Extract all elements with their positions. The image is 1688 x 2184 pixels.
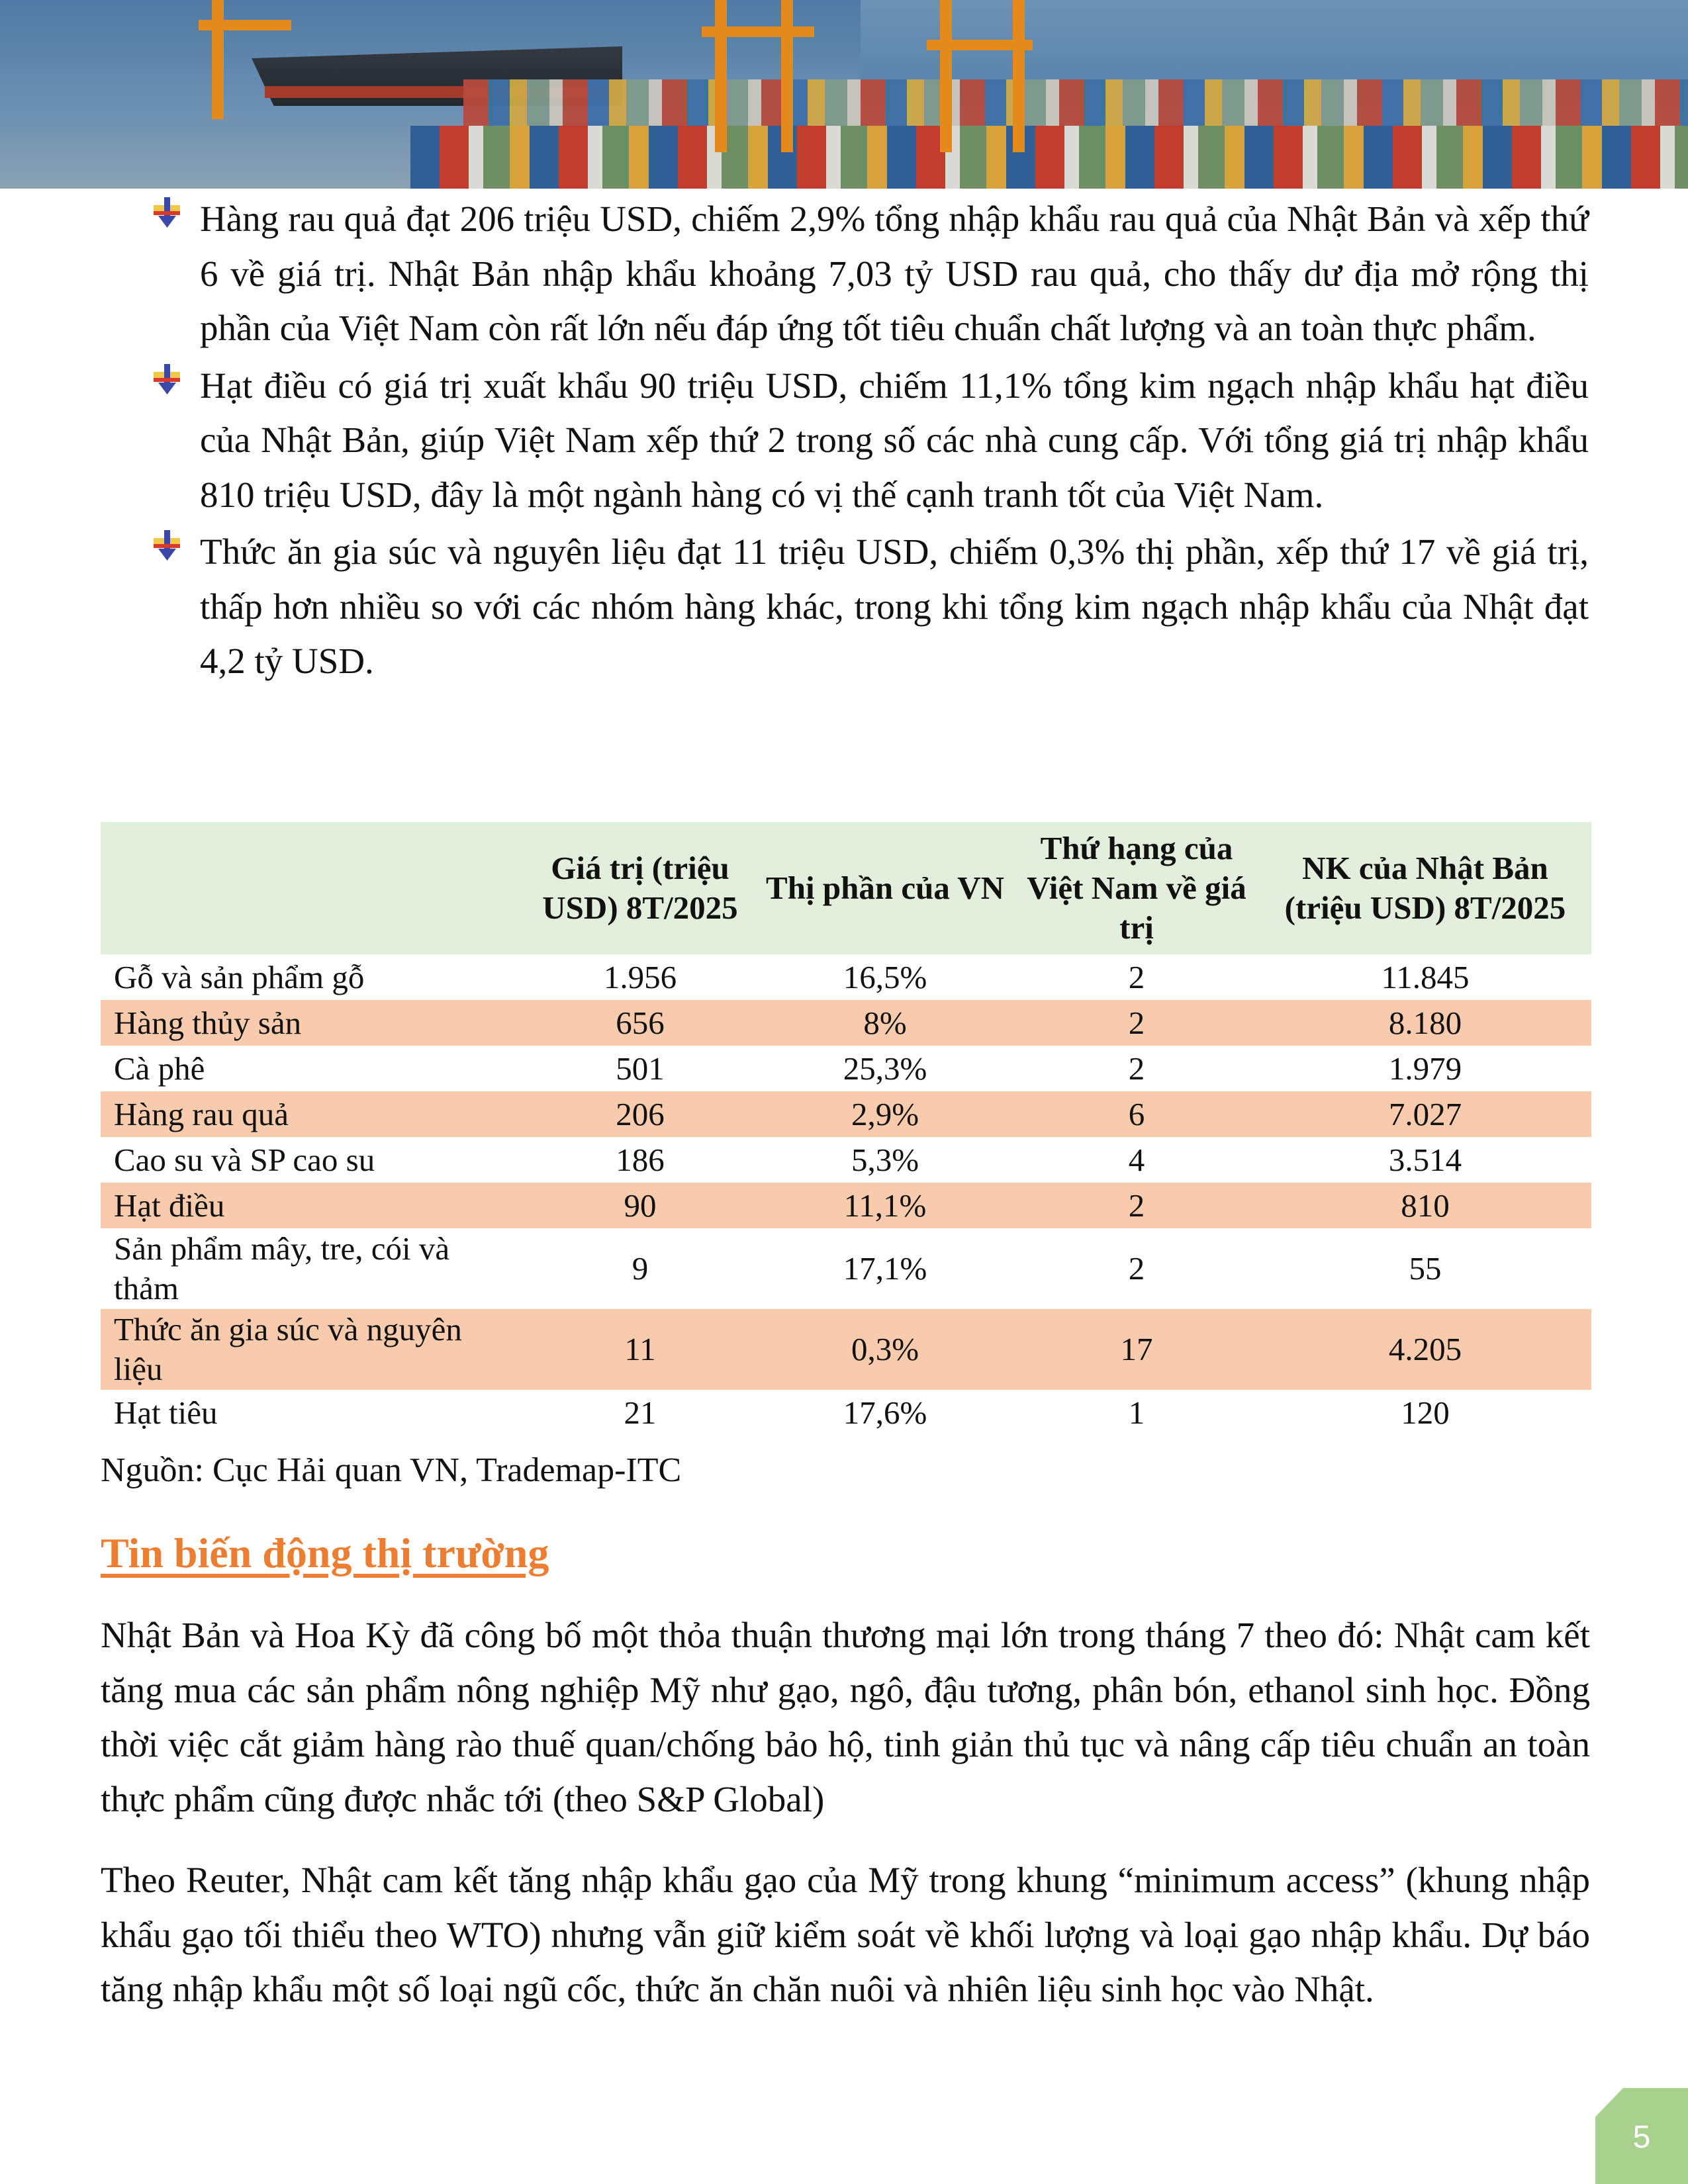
- table-cell: 5,3%: [851, 1141, 919, 1178]
- bullet-item: [146, 525, 1589, 689]
- arrow-bullet-icon: [151, 363, 184, 396]
- table-cell: 21: [624, 1394, 657, 1431]
- table-row: [101, 1183, 1591, 1228]
- table-cell: Cà phê: [114, 1050, 205, 1087]
- table-cell: 4: [1128, 1141, 1145, 1178]
- table-cell: 4.205: [1259, 1309, 1591, 1390]
- bullet-list: [146, 192, 1589, 692]
- bullet-text: Hạt điều có giá trị xuất khẩu 90 triệu USD, chiếm 11,1% tổng kim ngạch nhập khẩu hạt điều của Nhật Bản, giúp Việt Nam xếp thứ 2 trong số các nhà cung cấp. Với tổng giá trị nhập khẩu 810 triệu USD, đây là một ngành hàng có vị thế cạnh tranh tốt của Việt Nam.: [200, 365, 1589, 515]
- table-cell: 11.845: [1381, 958, 1470, 995]
- table-cell: 17,6%: [843, 1394, 927, 1431]
- table-cell: 2: [1014, 1000, 1259, 1046]
- table-cell: 17,1%: [843, 1250, 927, 1287]
- table-cell: 7.027: [1259, 1091, 1591, 1137]
- table-cell: 2,9%: [756, 1091, 1014, 1137]
- export-table: [101, 822, 1591, 1435]
- table-cell: 6: [1014, 1091, 1259, 1137]
- page-number: 5: [1632, 2120, 1651, 2155]
- table-cell: 90: [524, 1183, 756, 1228]
- table-header-cell: Thứ hạng của Việt Nam về giá trị: [1014, 822, 1259, 954]
- section-heading: Tin biến động thị trường: [101, 1529, 549, 1576]
- table-row: [101, 954, 1591, 1000]
- table-cell: 2: [1014, 1183, 1259, 1228]
- arrow-bullet-icon: [151, 196, 184, 229]
- table-cell: 656: [524, 1000, 756, 1046]
- table-row: [101, 1046, 1591, 1091]
- table-cell: Thức ăn gia súc và nguyên liệu: [101, 1309, 524, 1390]
- section-paragraph: Nhật Bản và Hoa Kỳ đã công bố một thỏa thuận thương mại lớn trong tháng 7 theo đó: Nhật cam kết tăng mua các sản phẩm nông nghiệp Mỹ như gạo, ngô, đậu tương, phân bón, ethanol sinh học. Đồng thời việc cắt giảm hàng rào thuế quan/chống bảo hộ, tinh giản thủ tục và nâng cấp tiêu chuẩn an toàn thực phẩm cũng được nhắc tới (theo S&P Global): [101, 1615, 1590, 1819]
- table-cell: 501: [616, 1050, 665, 1087]
- bullet-text: Thức ăn gia súc và nguyên liệu đạt 11 triệu USD, chiếm 0,3% thị phần, xếp thứ 17 về giá trị, thấp hơn nhiều so với các nhóm hàng khác, trong khi tổng kim ngạch nhập khẩu của Nhật đạt 4,2 tỷ USD.: [200, 531, 1589, 681]
- table-cell: Gỗ và sản phẩm gỗ: [114, 958, 365, 995]
- table-cell: 2: [1128, 958, 1145, 995]
- table-cell: 1: [1128, 1394, 1145, 1431]
- table-header-cell: NK của Nhật Bản (triệu USD) 8T/2025: [1259, 822, 1591, 954]
- table-row: [101, 1091, 1591, 1137]
- header-port-image: [0, 0, 1688, 189]
- table-cell: 11,1%: [756, 1183, 1014, 1228]
- table-cell: Sản phẩm mây, tre, cói và thảm: [114, 1230, 450, 1306]
- table-cell: 8%: [756, 1000, 1014, 1046]
- table-cell: 1.979: [1388, 1050, 1462, 1087]
- table-cell: 8.180: [1259, 1000, 1591, 1046]
- table-cell: 25,3%: [843, 1050, 927, 1087]
- table-row: [101, 1137, 1591, 1183]
- table-header-row: [101, 822, 1591, 954]
- table-header-cell: Giá trị (triệu USD) 8T/2025: [524, 822, 756, 954]
- table-row: [101, 1390, 1591, 1435]
- table-cell: Hàng rau quả: [101, 1091, 524, 1137]
- table-cell: 206: [524, 1091, 756, 1137]
- table-cell: 55: [1409, 1250, 1442, 1287]
- table-cell: 16,5%: [843, 958, 927, 995]
- bullet-item: [146, 192, 1589, 356]
- table-row: [101, 1000, 1591, 1046]
- table-cell: 11: [524, 1309, 756, 1390]
- table-row: [101, 1228, 1591, 1309]
- arrow-bullet-icon: [151, 529, 184, 562]
- table-cell: 186: [616, 1141, 665, 1178]
- table-cell: Hàng thủy sản: [101, 1000, 524, 1046]
- table-header-cell: Thị phần của VN: [756, 822, 1014, 954]
- section-paragraph: Theo Reuter, Nhật cam kết tăng nhập khẩu gạo của Mỹ trong khung “minimum access” (khung nhập khẩu gạo tối thiểu theo WTO) nhưng vẫn giữ kiểm soát về khối lượng và loại gạo nhập khẩu. Dự báo tăng nhập khẩu một số loại ngũ cốc, thức ăn chăn nuôi và nhiên liệu sinh học vào Nhật.: [101, 1860, 1590, 2009]
- table-cell: 9: [632, 1250, 649, 1287]
- table-cell: Cao su và SP cao su: [114, 1141, 375, 1178]
- bullet-item: [146, 359, 1589, 523]
- table-cell: 2: [1128, 1250, 1145, 1287]
- table-cell: 0,3%: [756, 1309, 1014, 1390]
- table-cell: Hạt điều: [101, 1183, 524, 1228]
- table-cell: 1.956: [603, 958, 677, 995]
- table-row: [101, 1309, 1591, 1390]
- table-cell: 17: [1014, 1309, 1259, 1390]
- table-cell: Hạt tiêu: [114, 1394, 218, 1431]
- table-source-note: Nguồn: Cục Hải quan VN, Trademap-ITC: [101, 1451, 682, 1489]
- table-cell: 2: [1128, 1050, 1145, 1087]
- table-cell: 810: [1259, 1183, 1591, 1228]
- table-cell: 3.514: [1388, 1141, 1462, 1178]
- bullet-text: Hàng rau quả đạt 206 triệu USD, chiếm 2,9% tổng nhập khẩu rau quả của Nhật Bản và xếp thứ 6 về giá trị. Nhật Bản nhập khẩu khoảng 7,03 tỷ USD rau quả, cho thấy dư địa mở rộng thị phần của Việt Nam còn rất lớn nếu đáp ứng tốt tiêu chuẩn chất lượng và an toàn thực phẩm.: [200, 199, 1589, 348]
- table-cell: 120: [1401, 1394, 1450, 1431]
- table-header-cell: [101, 822, 524, 954]
